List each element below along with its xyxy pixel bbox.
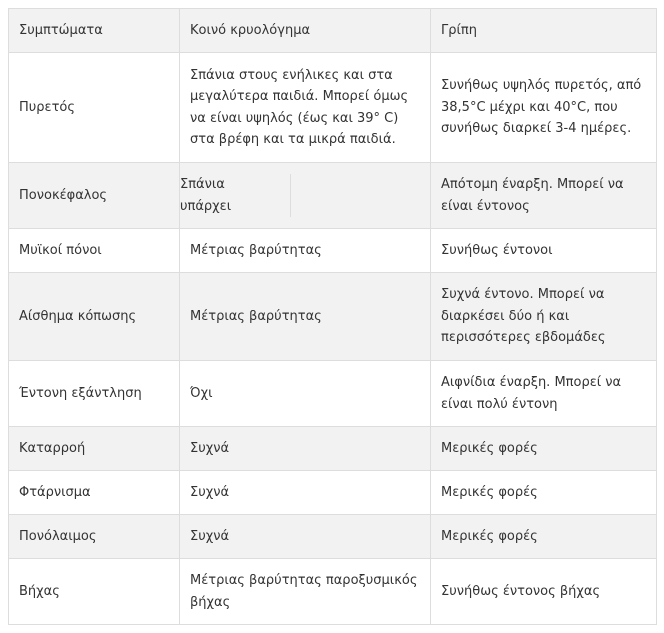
cold-cell: Μέτριας βαρύτητας [180, 229, 431, 273]
symptom-cell: Βήχας [9, 559, 180, 625]
flu-cell: Μερικές φορές [431, 427, 657, 471]
table-header-row [9, 9, 657, 53]
symptom-cell: Καταρροή [9, 427, 180, 471]
cold-cell-empty [291, 174, 440, 217]
table-row [9, 163, 657, 229]
flu-cell: Μερικές φορές [431, 471, 657, 515]
flu-cell: Απότομη έναρξη. Μπορεί να είναι έντονος [431, 163, 657, 229]
table-row [9, 273, 657, 361]
symptom-cell: Πυρετός [9, 53, 180, 163]
symptom-cell: Μυϊκοί πόνοι [9, 229, 180, 273]
symptom-cell: Αίσθημα κόπωσης [9, 273, 180, 361]
table-row [9, 229, 657, 273]
cold-cell [180, 163, 431, 229]
cold-cell: Όχι [180, 361, 431, 427]
flu-cell: Μερικές φορές [431, 515, 657, 559]
table-row [9, 515, 657, 559]
symptom-cell: Πονοκέφαλος [9, 163, 180, 229]
cold-cell: Μέτριας βαρύτητας [180, 273, 431, 361]
flu-cell: Συχνά έντονο. Μπορεί να διαρκέσει δύο ή και περισσότερες εβδομάδες [431, 273, 657, 361]
flu-cell: Συνήθως έντονοι [431, 229, 657, 273]
header-symptoms: Συμπτώματα [9, 9, 180, 53]
symptom-cell: Φτάρνισμα [9, 471, 180, 515]
table-row [9, 471, 657, 515]
cold-cell-text: Σπάνια υπάρχει [170, 174, 291, 217]
cold-cell: Συχνά [180, 427, 431, 471]
cold-cell-split [170, 174, 440, 217]
flu-cell: Συνήθως έντονος βήχας [431, 559, 657, 625]
header-common-cold: Κοινό κρυολόγημα [180, 9, 431, 53]
flu-cell: Συνήθως υψηλός πυρετός, από 38,5°C μέχρι και 40°C, που συνήθως διαρκεί 3-4 ημέρες. [431, 53, 657, 163]
table-row [9, 361, 657, 427]
table-row [9, 427, 657, 471]
table-row [9, 559, 657, 625]
symptom-cell: Έντονη εξάντληση [9, 361, 180, 427]
cold-cell: Σπάνια στους ενήλικες και στα μεγαλύτερα παιδιά. Μπορεί όμως να είναι υψηλός (έως και 39° C) στα βρέφη και τα μικρά παιδιά. [180, 53, 431, 163]
symptom-cell: Πονόλαιμος [9, 515, 180, 559]
cold-cell: Συχνά [180, 515, 431, 559]
symptoms-comparison-table [8, 8, 657, 625]
header-flu: Γρίπη [431, 9, 657, 53]
table-row [9, 53, 657, 163]
cold-cell: Μέτριας βαρύτητας παροξυσμικός βήχας [180, 559, 431, 625]
flu-cell: Αιφνίδια έναρξη. Μπορεί να είναι πολύ έντονη [431, 361, 657, 427]
cold-cell: Συχνά [180, 471, 431, 515]
